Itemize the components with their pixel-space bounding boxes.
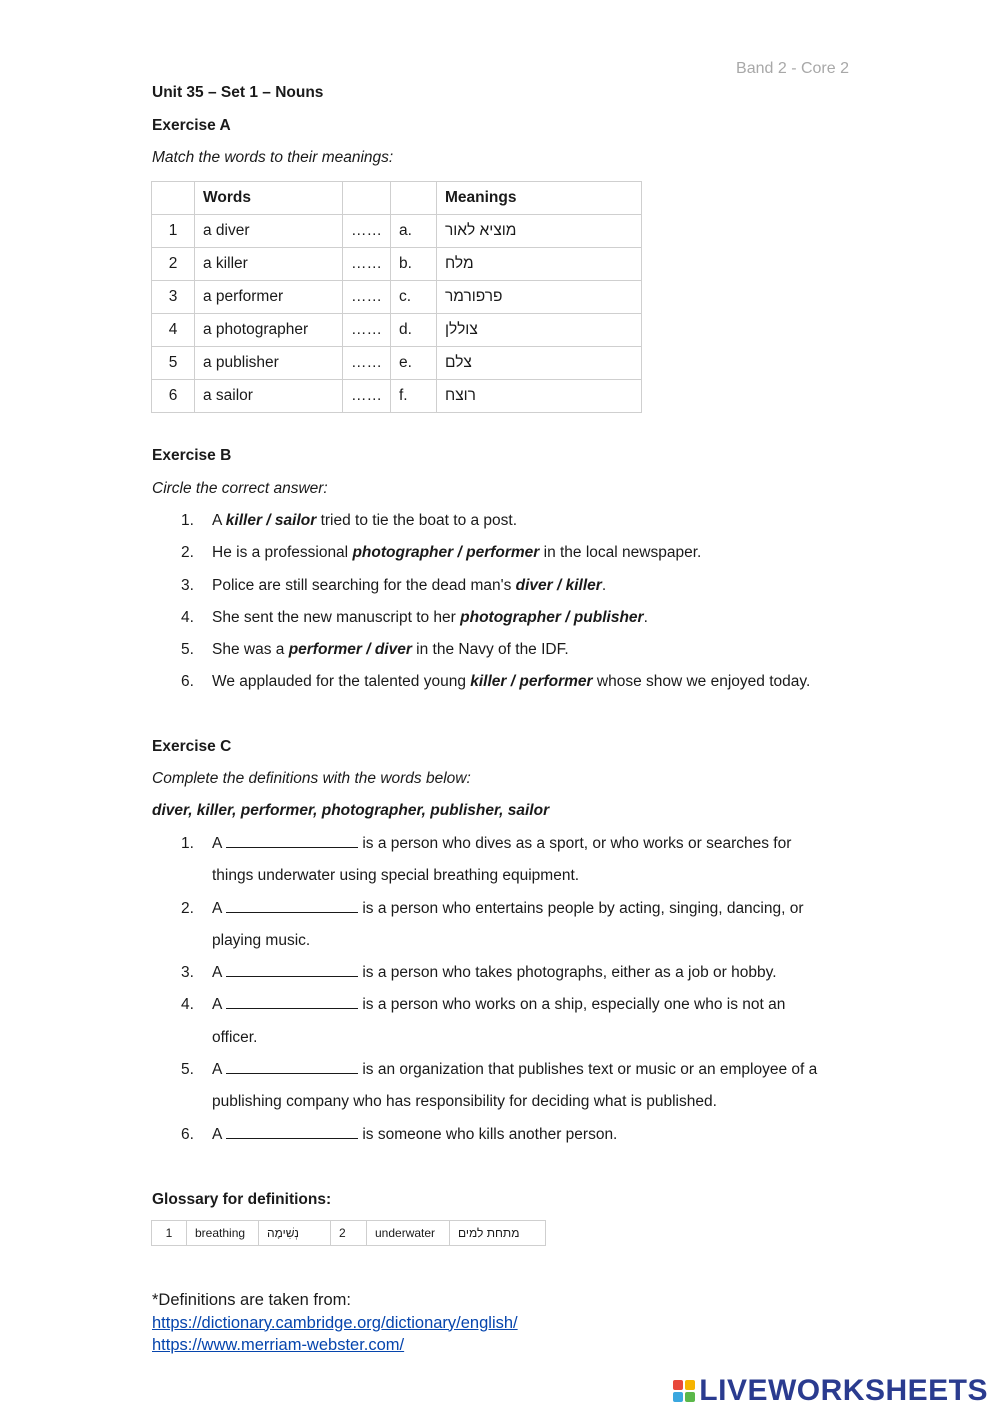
row-number: 5 [152, 347, 195, 380]
word-bank: diver, killer, performer, photographer, publisher, sailor [152, 802, 550, 819]
table-row [152, 1221, 546, 1246]
glossary-number: 2 [331, 1221, 367, 1246]
glossary-title: Glossary for definitions: [152, 1191, 332, 1208]
row-number: 2 [152, 248, 195, 281]
row-word: a performer [195, 281, 343, 314]
answer-choice[interactable]: diver / killer [515, 576, 602, 594]
col-meanings: Meanings [437, 182, 642, 215]
logo-icon [673, 1380, 695, 1402]
fill-in-blank[interactable] [226, 994, 358, 1009]
fill-in-blank[interactable] [226, 1059, 358, 1074]
logo-text: LIVEWORKSHEETS [699, 1374, 988, 1407]
item-number: 1. [181, 835, 194, 852]
references [152, 1289, 518, 1357]
matching-table [151, 181, 642, 413]
list-item: 1. A killer / sailor tried to tie the boat to a post. [152, 505, 810, 537]
row-letter: a. [391, 215, 437, 248]
band-label: Band 2 - Core 2 [736, 60, 849, 77]
glossary-table [151, 1220, 546, 1246]
answer-choice[interactable]: performer / diver [288, 641, 412, 659]
fill-in-blank[interactable] [226, 833, 358, 848]
row-letter: d. [391, 314, 437, 347]
row-meaning: צוללן [437, 314, 642, 347]
exercise-c-title: Exercise C [152, 738, 232, 755]
exercise-a-title: Exercise A [152, 117, 231, 134]
table-row [152, 248, 642, 281]
fill-in-blank[interactable] [226, 962, 358, 977]
glossary-translation: נְשִׁימָה [259, 1221, 331, 1246]
list-item: 5. A is an organization that publishes text or music or an employee of a publishing company who has responsibility for deciding what is published. [152, 1054, 817, 1119]
answer-blank[interactable]: …… [343, 215, 391, 248]
glossary-translation: מתחת למים [450, 1221, 546, 1246]
table-row [152, 347, 642, 380]
row-letter: e. [391, 347, 437, 380]
table-row [152, 380, 642, 413]
fill-in-blank[interactable] [226, 898, 358, 913]
row-word: a sailor [195, 380, 343, 413]
row-number: 1 [152, 215, 195, 248]
list-item: 1. A is a person who dives as a sport, or who works or searches for things underwater using special breathing equipment. [152, 828, 817, 893]
item-number: 4. [181, 996, 194, 1014]
row-word: a killer [195, 248, 343, 281]
item-number: 6. [181, 673, 194, 691]
list-item: 4. She sent the new manuscript to her photographer / publisher. [152, 602, 810, 634]
answer-choice[interactable]: killer / performer [470, 673, 593, 691]
exercise-a-instruction: Match the words to their meanings: [152, 149, 394, 166]
item-number: 1. [181, 512, 194, 529]
references-note: *Definitions are taken from: [152, 1291, 352, 1309]
table-header-row [152, 182, 642, 215]
exercise-c-list [152, 828, 817, 1151]
exercise-b-title: Exercise B [152, 447, 232, 464]
row-meaning: מלח [437, 248, 642, 281]
answer-blank[interactable]: …… [343, 380, 391, 413]
answer-choice[interactable]: photographer / performer [352, 544, 540, 562]
row-word: a diver [195, 215, 343, 248]
row-word: a photographer [195, 314, 343, 347]
item-number: 3. [181, 576, 194, 594]
exercise-c-instruction: Complete the definitions with the words below: [152, 770, 471, 787]
item-number: 4. [181, 608, 194, 626]
row-letter: f. [391, 380, 437, 413]
answer-blank[interactable]: …… [343, 347, 391, 380]
merriam-webster-link[interactable]: https://www.merriam-webster.com/ [152, 1336, 405, 1354]
list-item: 2. A is a person who entertains people by acting, singing, dancing, or playing music. [152, 893, 817, 958]
answer-choice[interactable]: killer / sailor [225, 512, 317, 529]
exercise-b-instruction: Circle the correct answer: [152, 480, 328, 497]
row-letter: c. [391, 281, 437, 314]
row-meaning: מוציא לאור [437, 215, 642, 248]
list-item: 3. A is a person who takes photographs, either as a job or hobby. [152, 957, 817, 989]
list-item: 5. She was a performer / diver in the Navy of the IDF. [152, 634, 810, 666]
item-number: 5. [181, 1061, 194, 1079]
row-letter: b. [391, 248, 437, 281]
answer-blank[interactable]: …… [343, 248, 391, 281]
list-item: 6. A is someone who kills another person. [152, 1119, 817, 1151]
answer-choice[interactable]: photographer / publisher [460, 608, 644, 626]
item-number: 3. [181, 964, 194, 982]
row-number: 4 [152, 314, 195, 347]
item-number: 5. [181, 641, 194, 659]
col-words: Words [195, 182, 343, 215]
row-meaning: רוצח [437, 380, 642, 413]
list-item: 2. He is a professional photographer / performer in the local newspaper. [152, 537, 810, 569]
list-item: 3. Police are still searching for the dead man's diver / killer. [152, 570, 810, 602]
row-number: 6 [152, 380, 195, 413]
fill-in-blank[interactable] [226, 1124, 358, 1139]
row-meaning: פרפורמר [437, 281, 642, 314]
list-item: 6. We applauded for the talented young killer / performer whose show we enjoyed today. [152, 666, 810, 698]
table-row [152, 314, 642, 347]
glossary-word: breathing [187, 1221, 259, 1246]
list-item: 4. A is a person who works on a ship, especially one who is not an officer. [152, 989, 817, 1054]
table-row [152, 215, 642, 248]
page-title: Unit 35 – Set 1 – Nouns [152, 84, 324, 101]
glossary-number: 1 [152, 1221, 187, 1246]
liveworksheets-logo[interactable] [673, 1374, 988, 1408]
answer-blank[interactable]: …… [343, 281, 391, 314]
row-word: a publisher [195, 347, 343, 380]
row-number: 3 [152, 281, 195, 314]
table-row [152, 281, 642, 314]
item-number: 2. [181, 544, 194, 562]
item-number: 2. [181, 899, 194, 917]
answer-blank[interactable]: …… [343, 314, 391, 347]
cambridge-link[interactable]: https://dictionary.cambridge.org/dictionary/english/ [152, 1313, 518, 1332]
row-meaning: צלם [437, 347, 642, 380]
item-number: 6. [181, 1125, 194, 1143]
glossary-word: underwater [367, 1221, 450, 1246]
exercise-b-list [152, 505, 810, 699]
